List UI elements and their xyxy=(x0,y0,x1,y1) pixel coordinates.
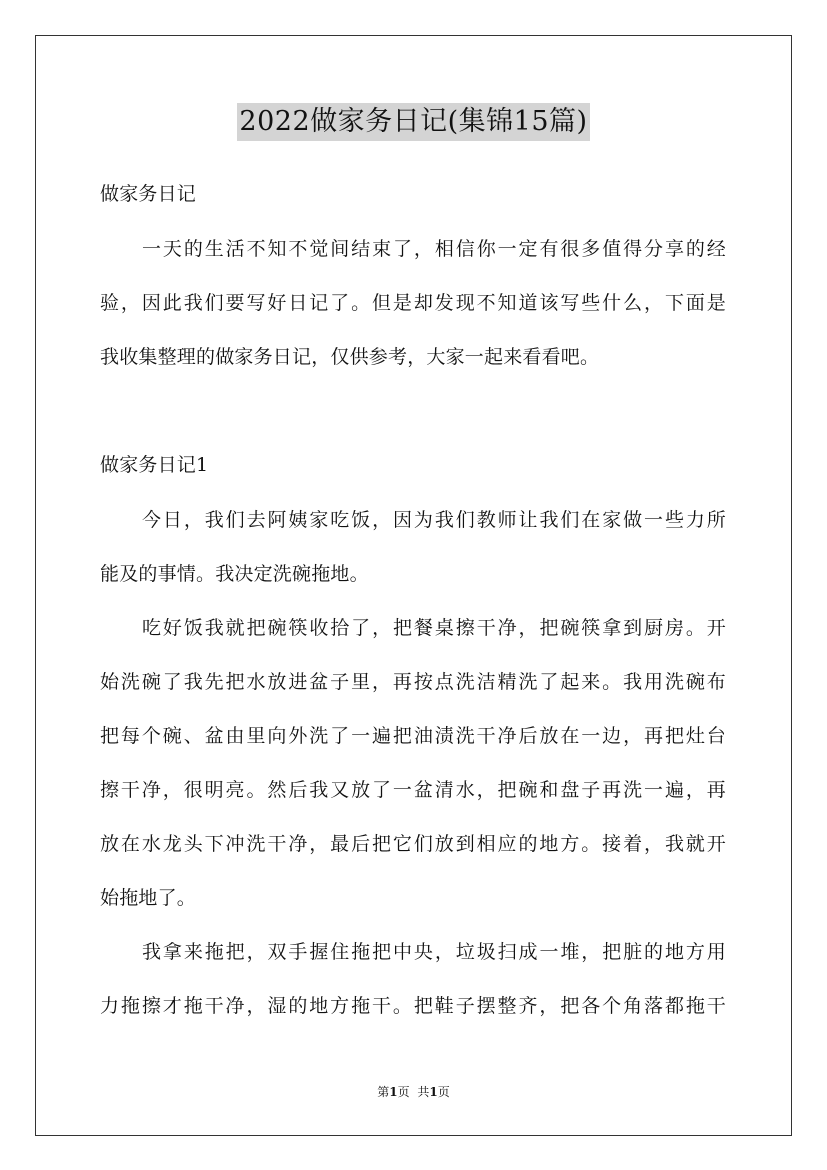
paragraph-line: 吃好饭我就把碗筷收拾了，把餐桌擦干净，把碗筷拿到厨房。开 xyxy=(142,617,726,639)
footer-total-suffix: 页 xyxy=(437,1085,450,1099)
intro-line: 一天的生活不知不觉间结束了，相信你一定有很多值得分享的经 xyxy=(142,238,726,260)
footer-page-suffix: 页 xyxy=(397,1085,410,1099)
paragraph-line: 力拖擦才拖干净，湿的地方拖干。把鞋子摆整齐，把各个角落都拖干 xyxy=(100,995,726,1017)
section-heading-1: 做家务日记1 xyxy=(100,454,209,476)
paragraph-line: 能及的事情。我决定洗碗拖地。 xyxy=(100,563,369,585)
page-footer xyxy=(0,1084,827,1100)
paragraph-line: 今日，我们去阿姨家吃饭，因为我们教师让我们在家做一些力所 xyxy=(142,509,726,531)
paragraph-line: 我拿来拖把，双手握住拖把中央，垃圾扫成一堆，把脏的地方用 xyxy=(142,941,726,963)
footer-page-prefix: 第 xyxy=(377,1085,390,1099)
paragraph-line: 始洗碗了我先把水放进盆子里，再按点洗洁精洗了起来。我用洗碗布 xyxy=(100,671,726,693)
footer-page-number: 1 xyxy=(389,1085,398,1099)
paragraph-line: 擦干净，很明亮。然后我又放了一盆清水，把碗和盘子再洗一遍，再 xyxy=(100,779,726,801)
paragraph-line: 始拖地了。 xyxy=(100,887,197,909)
intro-line: 我收集整理的做家务日记，仅供参考，大家一起来看看吧。 xyxy=(100,346,600,368)
section-heading-intro: 做家务日记 xyxy=(100,183,197,205)
document-title: 2022做家务日记(集锦15篇) xyxy=(237,103,589,141)
paragraph-line: 放在水龙头下冲洗干净，最后把它们放到相应的地方。接着，我就开 xyxy=(100,833,726,855)
footer-total-prefix: 共 xyxy=(417,1085,430,1099)
footer-total-number: 1 xyxy=(429,1085,438,1099)
paragraph-line: 把每个碗、盆由里向外洗了一遍把油渍洗干净后放在一边，再把灶台 xyxy=(100,725,726,747)
intro-line: 验，因此我们要写好日记了。但是却发现不知道该写些什么，下面是 xyxy=(100,292,726,314)
